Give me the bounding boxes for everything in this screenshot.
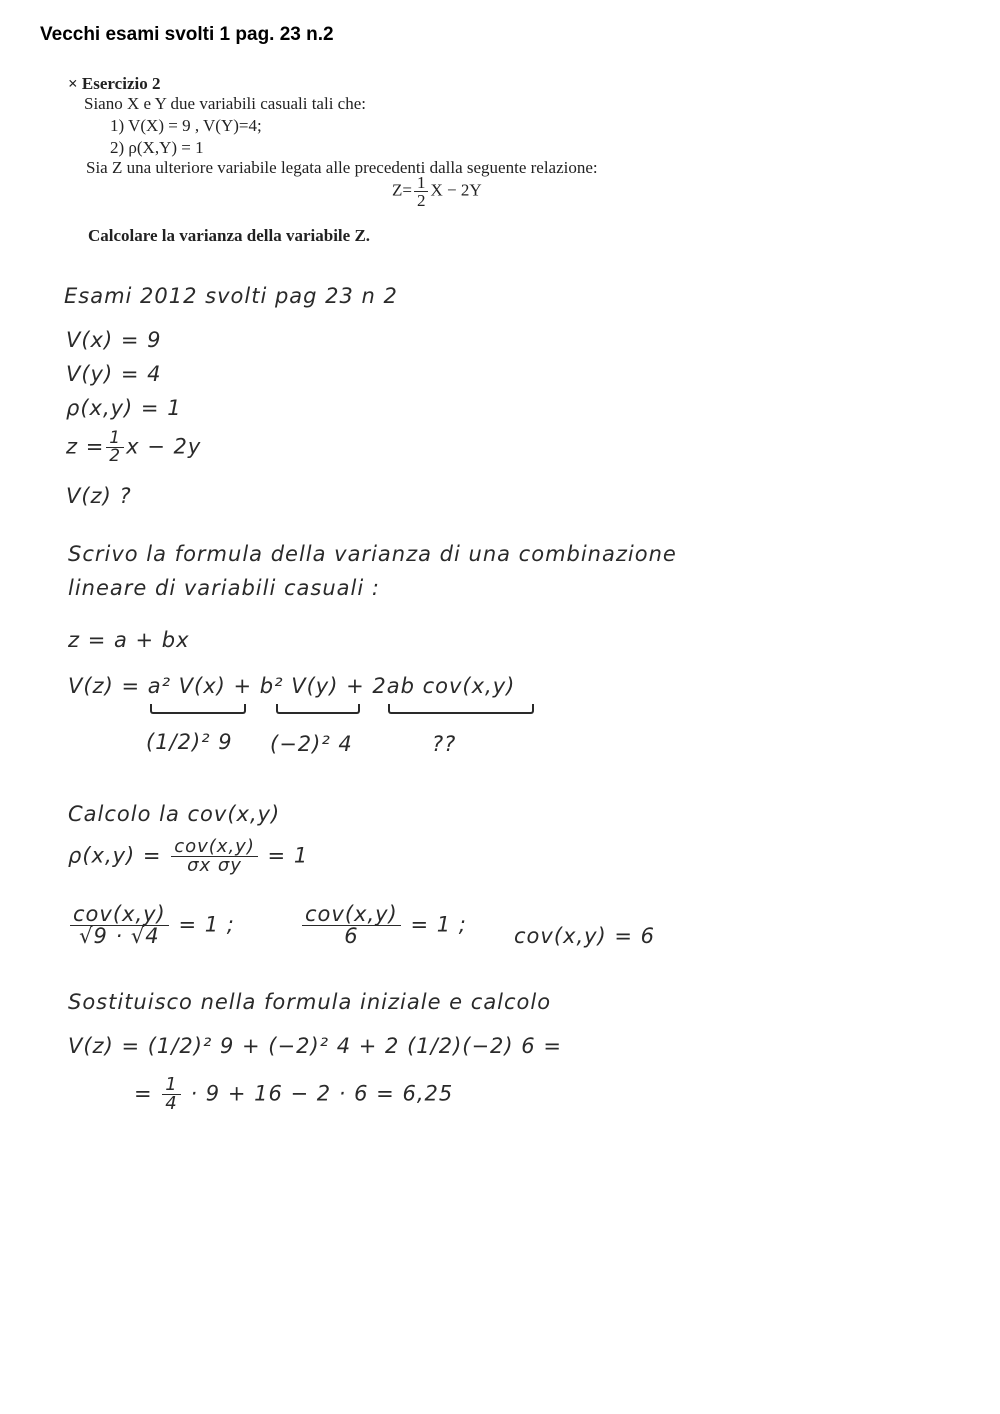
linear-combination: z = a + bx <box>68 628 190 652</box>
exercise-intro: Siano X e Y due variabili casuali tali che: <box>84 94 366 113</box>
formula-left: Z= <box>392 180 412 200</box>
page-title: Vecchi esami svolti 1 pag. 23 n.2 <box>40 24 334 45</box>
eq2-right: = 1 ; <box>410 912 467 937</box>
z-numerator: 1 <box>106 430 124 448</box>
eq1-right: = 1 ; <box>178 912 235 937</box>
term-2-value: (−2)² 4 <box>270 732 353 756</box>
exercise-condition-1: 1) V(X) = 9 , V(Y)=4; <box>110 116 262 135</box>
exercise-heading: × Esercizio 2 <box>68 74 161 93</box>
calc-cov-heading: Calcolo la cov(x,y) <box>68 802 281 826</box>
cov-equation-2 <box>300 904 467 947</box>
explain-line-1: Scrivo la formula della varianza di una combinazione <box>68 542 677 566</box>
brace-term-2 <box>276 704 360 714</box>
brace-term-1 <box>150 704 246 714</box>
given-rho: ρ(x,y) = 1 <box>66 396 182 420</box>
final2-equals: = <box>134 1081 153 1106</box>
term-3-value: ?? <box>432 732 457 756</box>
rho-right: = 1 <box>267 843 309 868</box>
explain-line-2: lineare di variabili casuali : <box>68 576 380 600</box>
rho-denominator: σx σy <box>187 855 242 876</box>
given-z-relation <box>66 430 201 465</box>
formula-fraction <box>414 174 429 209</box>
eq2-fraction <box>302 904 401 947</box>
cov-result: cov(x,y) = 6 <box>514 924 656 948</box>
final-line-2 <box>134 1076 453 1113</box>
rho-left: ρ(x,y) = <box>68 843 162 868</box>
scanned-page <box>60 62 700 1112</box>
eq1-fraction <box>70 904 169 947</box>
term-1-value: (1/2)² 9 <box>146 730 233 754</box>
rho-fraction <box>171 838 258 875</box>
solution-title: Esami 2012 svolti pag 23 n 2 <box>64 284 398 308</box>
eq1-denominator: √9 · √4 <box>79 924 160 948</box>
exercise-formula <box>392 174 482 209</box>
exercise-relation-intro: Sia Z una ulteriore variabile legata alle precedenti dalla seguente relazione: <box>86 158 598 177</box>
given-vy: V(y) = 4 <box>66 362 162 386</box>
formula-right: X − 2Y <box>430 180 482 200</box>
final-line-1: V(z) = (1/2)² 9 + (−2)² 4 + 2 (1/2)(−2) 6 = <box>68 1034 562 1058</box>
cov-equation-1 <box>68 904 235 947</box>
z-denominator: 2 <box>109 446 122 466</box>
rho-definition <box>68 838 308 875</box>
final2-fraction <box>162 1076 180 1113</box>
formula-numerator: 1 <box>414 174 429 192</box>
given-vx: V(x) = 9 <box>66 328 162 352</box>
brace-term-3 <box>388 704 534 714</box>
variance-formula: V(z) = a² V(x) + b² V(y) + 2ab cov(x,y) <box>68 674 516 698</box>
substitute-heading: Sostituisco nella formula iniziale e calcolo <box>68 990 552 1014</box>
z-fraction <box>106 430 124 465</box>
z-right: x − 2y <box>126 434 202 459</box>
formula-denominator: 2 <box>416 191 426 210</box>
eq1-numerator: cov(x,y) <box>70 904 169 926</box>
eq2-denominator: 6 <box>344 924 359 948</box>
final2-rest: · 9 + 16 − 2 · 6 = 6,25 <box>190 1081 454 1106</box>
final2-numerator: 1 <box>162 1076 180 1095</box>
z-left: z = <box>66 434 105 459</box>
exercise-question: Calcolare la varianza della variabile Z. <box>88 226 371 245</box>
eq2-numerator: cov(x,y) <box>302 904 401 926</box>
exercise-condition-2: 2) ρ(X,Y) = 1 <box>110 138 204 157</box>
unknown-vz: V(z) ? <box>66 484 132 508</box>
final2-denominator: 4 <box>165 1093 178 1114</box>
rho-numerator: cov(x,y) <box>171 838 258 857</box>
